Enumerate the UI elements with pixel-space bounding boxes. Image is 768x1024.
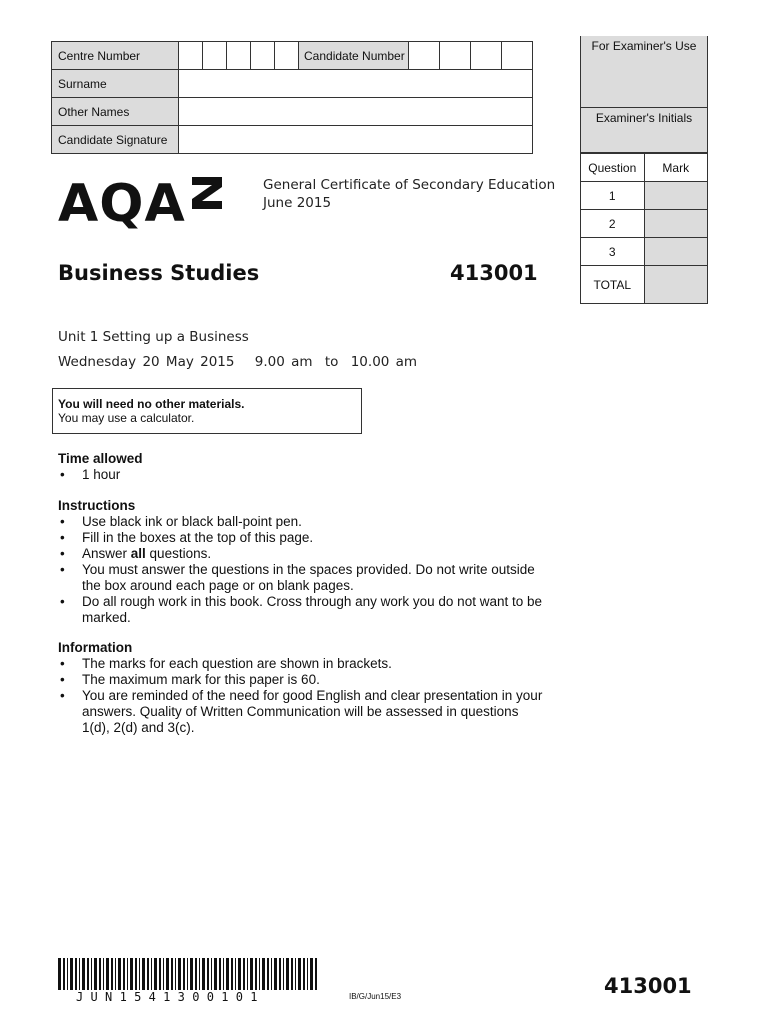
list-item: • Do all rough work in this book. Cross through any work you do not want to be marked. — [58, 594, 544, 626]
list-item: • 1 hour — [58, 467, 544, 483]
centre-digit-box[interactable] — [203, 42, 227, 70]
signature-field[interactable] — [179, 126, 533, 154]
exam-date: Wednesday 20 May 2015 — [58, 354, 235, 370]
list-item-emphasis: all — [130, 546, 146, 561]
question-number: 3 — [581, 238, 645, 266]
question-number: 2 — [581, 210, 645, 238]
list-item: • Fill in the boxes at the top of this page. — [58, 530, 544, 546]
candidate-digit-box[interactable] — [471, 42, 502, 70]
list-item: • You are reminded of the need for good English and clear presentation in your answers. Quality of Written Communication will be assessed in questions 1(d), 2(d) and 3(c). — [58, 688, 544, 736]
total-mark-cell[interactable] — [644, 266, 708, 304]
list-item: • The marks for each question are shown in brackets. — [58, 656, 544, 672]
subject-title: Business Studies — [58, 261, 260, 285]
materials-line: You will need no other materials. — [58, 397, 245, 411]
instructions-heading: Instructions — [58, 498, 136, 513]
footer-paper-code: 413001 — [604, 974, 692, 998]
qualification-block — [263, 176, 555, 212]
question-number: 1 — [581, 182, 645, 210]
time-allowed-section — [58, 451, 544, 483]
mark-cell[interactable] — [644, 182, 708, 210]
other-names-field[interactable] — [179, 98, 533, 126]
candidate-number-label: Candidate Number — [299, 42, 409, 70]
candidate-digit-box[interactable] — [502, 42, 533, 70]
exam-session: June 2015 — [263, 195, 332, 211]
centre-digit-box[interactable] — [179, 42, 203, 70]
list-item — [58, 546, 544, 562]
mark-header: Mark — [644, 154, 708, 182]
examiner-use-label: For Examiner's Use — [580, 36, 708, 108]
centre-digit-box[interactable] — [227, 42, 251, 70]
other-names-label: Other Names — [52, 98, 179, 126]
instructions-section — [58, 498, 544, 626]
time-allowed-heading: Time allowed — [58, 451, 143, 466]
signature-label: Candidate Signature — [52, 126, 179, 154]
centre-digit-box[interactable] — [251, 42, 275, 70]
time-separator: to — [324, 354, 339, 370]
centre-number-label: Centre Number — [52, 42, 179, 70]
start-time: 9.00 am — [254, 354, 313, 370]
list-item-text: Answer — [82, 546, 131, 561]
list-item: • You must answer the questions in the spaces provided. Do not write outside the box around each page or on blank pages. — [58, 562, 544, 594]
list-item-text: questions. — [145, 546, 212, 561]
aqa-logo: AQA — [58, 174, 186, 234]
information-heading: Information — [58, 640, 133, 655]
paper-code: 413001 — [450, 261, 538, 285]
examiner-initials-label: Examiner's Initials — [580, 108, 708, 153]
centre-digit-box[interactable] — [275, 42, 299, 70]
paper-reference: IB/G/Jun15/E3 — [349, 992, 402, 1001]
surname-label: Surname — [52, 70, 179, 98]
total-label: TOTAL — [581, 266, 645, 304]
surname-field[interactable] — [179, 70, 533, 98]
barcode-icon — [58, 958, 320, 990]
materials-box — [52, 388, 362, 434]
candidate-digit-box[interactable] — [440, 42, 471, 70]
mark-cell[interactable] — [644, 210, 708, 238]
unit-title: Unit 1 Setting up a Business — [58, 329, 249, 345]
examiner-box — [580, 36, 708, 304]
list-item: • Use black ink or black ball-point pen. — [58, 514, 544, 530]
question-header: Question — [581, 154, 645, 182]
calculator-line: You may use a calculator. — [58, 411, 195, 425]
marks-table — [580, 153, 708, 304]
barcode-number: JUN1541300101 — [76, 990, 265, 1004]
end-time: 10.00 am — [350, 354, 418, 370]
list-item: • The maximum mark for this paper is 60. — [58, 672, 544, 688]
exam-date-time — [58, 354, 431, 370]
candidate-details-table — [51, 41, 533, 154]
mark-cell[interactable] — [644, 238, 708, 266]
information-section — [58, 640, 544, 736]
aqa-logo-mark-icon — [188, 175, 224, 211]
candidate-digit-box[interactable] — [409, 42, 440, 70]
qualification-title: General Certificate of Secondary Education — [263, 177, 556, 193]
